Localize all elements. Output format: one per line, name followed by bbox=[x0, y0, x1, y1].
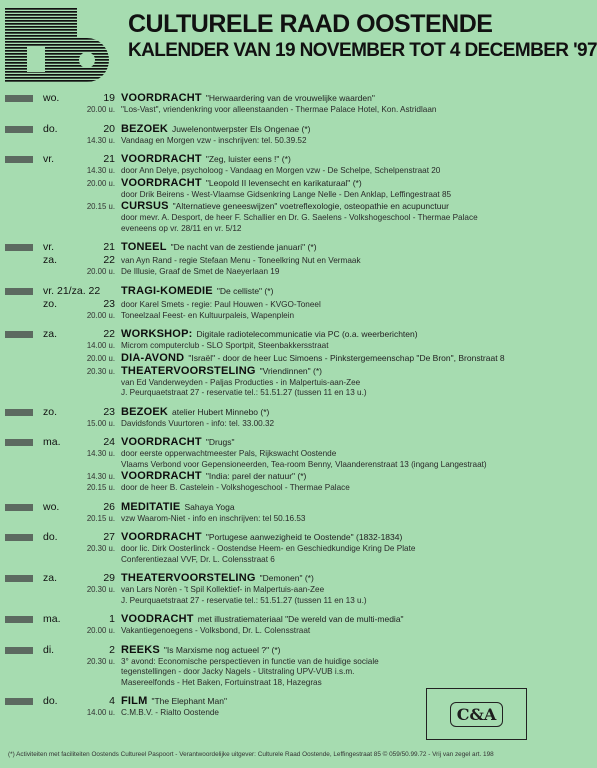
event-type: TRAGI-KOMEDIE bbox=[121, 284, 213, 297]
event-type: DIA-AVOND bbox=[121, 351, 185, 364]
event-description: eveneens op vr. 28/11 en vr. 5/12 bbox=[121, 223, 242, 233]
event-date: 29 bbox=[103, 572, 115, 584]
event-date: 23 bbox=[103, 297, 115, 310]
event-line bbox=[5, 123, 541, 136]
event-day: za. bbox=[43, 572, 58, 584]
event-block bbox=[0, 613, 541, 637]
event-line bbox=[5, 267, 541, 278]
event-line bbox=[5, 514, 541, 525]
event-subject: Juwelenontwerpster Els Ongenae (*) bbox=[172, 123, 311, 134]
event-subject: "Portugese aanwezigheid te Oostende" (1832-1834) bbox=[205, 532, 403, 542]
event-marker bbox=[5, 95, 33, 102]
event-marker bbox=[5, 288, 33, 295]
event-type: THEATERVOORSTELING bbox=[121, 364, 256, 377]
page-title: CULTURELE RAAD OOSTENDE bbox=[128, 10, 493, 38]
event-type: VOORDRACHT bbox=[121, 92, 202, 104]
event-time: 20.30 u. bbox=[86, 366, 115, 376]
event-time: 20.30 u. bbox=[86, 585, 115, 594]
event-line bbox=[5, 311, 541, 322]
event-type: BEZOEK bbox=[121, 405, 169, 418]
event-day: zo. bbox=[43, 297, 58, 310]
event-description: De Illusie, Graaf de Smet de Naeyerlaan 19 bbox=[121, 267, 280, 276]
event-time: 14.30 u. bbox=[86, 166, 115, 175]
event-description: door mevr. A. Desport, de heer F. Schallier en Dr. G. Saelens - Volkshogeschool - Thermae Palace bbox=[121, 213, 478, 222]
event-subject: "De nacht van de zestiende januari" (*) bbox=[170, 242, 317, 252]
event-time: 20.30 u. bbox=[86, 544, 115, 553]
event-day: vr. bbox=[43, 153, 55, 165]
event-subject: "De celliste" (*) bbox=[216, 285, 274, 296]
event-line bbox=[5, 613, 541, 626]
event-type: BEZOEK bbox=[121, 122, 169, 135]
event-description: van Ed Vanderweyden - Paljas Producties - in Malpertuis-aan-Zee bbox=[121, 377, 361, 387]
event-description: van Ayn Rand - regie Stefaan Menu - Toneelkring Nut en Vermaak bbox=[121, 256, 361, 265]
event-line bbox=[5, 352, 541, 365]
event-date: 4 bbox=[109, 695, 115, 707]
header bbox=[0, 0, 597, 88]
event-day: wo. bbox=[43, 500, 60, 513]
event-day: vr. 21/za. 22 bbox=[43, 284, 101, 297]
event-time: 20.15 u. bbox=[86, 202, 115, 211]
event-line bbox=[5, 460, 541, 471]
event-line bbox=[5, 200, 541, 213]
event-line bbox=[5, 449, 541, 460]
event-date: 26 bbox=[103, 500, 115, 513]
event-date: 1 bbox=[109, 613, 115, 625]
event-block bbox=[0, 123, 541, 147]
event-marker bbox=[5, 616, 33, 623]
event-type: VOORDRACHT bbox=[121, 176, 202, 189]
event-description: 3° avond: Economische perspectieven in functie van de huidige sociale bbox=[121, 656, 379, 666]
event-line bbox=[5, 298, 541, 311]
event-marker bbox=[5, 504, 33, 511]
event-day: za. bbox=[43, 254, 58, 266]
event-line bbox=[5, 596, 541, 607]
event-marker bbox=[5, 575, 33, 582]
event-description: Toneelzaal Feest- en Kultuurpaleis, Wapenplein bbox=[121, 310, 295, 320]
footer-note: (*) Activiteiten met faciliteiten Oostends Cultureel Paspoort - Verantwoordelijke uitgever: Culturele Raad Oostende, Leffingestraat 85 © 059/50.99.72 - Vrij van zegel art. 198 bbox=[8, 751, 494, 758]
event-subject: "Is Marxisme nog actueel ?" (*) bbox=[163, 644, 281, 655]
event-day: wo. bbox=[43, 92, 60, 104]
event-description: van Lars Norèn - 't Spil Kollektief- in Malpertuis-aan-Zee bbox=[121, 585, 325, 594]
event-block bbox=[0, 531, 541, 565]
event-line bbox=[5, 572, 541, 585]
event-marker bbox=[5, 244, 33, 251]
event-description: Vakantiegenoegens - Volksbond, Dr. L. Colensstraat bbox=[121, 626, 311, 635]
event-time: 20.00 u. bbox=[86, 626, 115, 635]
event-line bbox=[5, 657, 541, 668]
event-description: C.M.B.V. - Rialto Oostende bbox=[121, 708, 219, 717]
event-description: Davidsfonds Vuurtoren - info: tel. 33.00.32 bbox=[121, 418, 275, 428]
event-time: 15.00 u. bbox=[86, 418, 115, 428]
event-subject: atelier Hubert Minnebo (*) bbox=[172, 406, 270, 417]
event-line bbox=[5, 213, 541, 224]
event-description: door de heer B. Castelein - Volkshogeschool - Thermae Palace bbox=[121, 483, 350, 492]
event-line bbox=[5, 177, 541, 190]
event-line bbox=[5, 626, 541, 637]
event-block bbox=[0, 436, 541, 494]
event-subject: "Drugs" bbox=[205, 437, 235, 447]
event-line bbox=[5, 406, 541, 419]
event-line bbox=[5, 92, 541, 105]
event-description: J. Peurquaetstraat 27 - reservatie tel.: 51.51.27 (tussen 11 en 13 u.) bbox=[121, 595, 367, 605]
event-subject: Sahaya Yoga bbox=[184, 501, 235, 512]
event-line bbox=[5, 254, 541, 267]
event-subject: "Zeg, luister eens !" (*) bbox=[205, 154, 291, 164]
event-subject: met illustratiemateriaal "De wereld van de multi-media" bbox=[197, 614, 404, 624]
event-line bbox=[5, 501, 541, 514]
event-type: REEKS bbox=[121, 643, 160, 656]
event-line bbox=[5, 470, 541, 483]
event-description: door Karel Smets - regie: Paul Houwen - KVGO-Toneel bbox=[121, 299, 321, 309]
event-date: 21 bbox=[103, 241, 115, 253]
event-type: VOORDRACHT bbox=[121, 153, 202, 165]
event-description: Conferentiezaal VVF, Dr. L. Colensstraat 6 bbox=[121, 554, 275, 564]
event-day: do. bbox=[43, 531, 58, 543]
event-time: 14.00 u. bbox=[86, 708, 115, 717]
event-marker bbox=[5, 439, 33, 446]
event-date: 24 bbox=[103, 436, 115, 448]
event-time: 20.30 u. bbox=[86, 656, 115, 666]
event-marker bbox=[5, 156, 33, 163]
event-date: 19 bbox=[103, 92, 115, 104]
event-description: door Ann Delye, psycholoog - Vandaag en Morgen vzw - De Schelpe, Schelpenstraat 20 bbox=[121, 166, 441, 175]
event-day: vr. bbox=[43, 241, 55, 253]
event-line bbox=[5, 436, 541, 449]
event-line bbox=[5, 224, 541, 235]
event-block bbox=[0, 92, 541, 116]
event-subject: Digitale radiotelecommunicatie via PC (o.a. weerberichten) bbox=[196, 329, 418, 339]
event-date: 20 bbox=[103, 122, 115, 135]
event-time: 14.30 u. bbox=[86, 449, 115, 458]
event-subject: "India: parel der natuur" (*) bbox=[205, 471, 307, 481]
event-line bbox=[5, 419, 541, 430]
event-type: FILM bbox=[121, 695, 148, 707]
event-line bbox=[5, 388, 541, 399]
event-marker bbox=[5, 647, 33, 654]
event-type: THEATERVOORSTELING bbox=[121, 572, 256, 584]
event-description: tegenstellingen - door Jacky Nagels - Uitstraling UPV-VUB i.s.m. bbox=[121, 667, 355, 676]
event-line bbox=[5, 328, 541, 341]
event-type: VOORDRACHT bbox=[121, 436, 202, 448]
event-description: Vlaams Verbond voor Gepensioneerden, Tea-room Benny, Vlaanderenstraat 13 (ingang Langestraat) bbox=[121, 459, 487, 469]
event-date: 2 bbox=[109, 643, 115, 656]
event-subject: "Demonen" (*) bbox=[259, 573, 314, 583]
event-block bbox=[0, 328, 541, 399]
event-line bbox=[5, 136, 541, 147]
event-description: Vandaag en Morgen vzw - inschrijven: tel. 50.39.52 bbox=[121, 135, 307, 145]
event-type: TONEEL bbox=[121, 241, 167, 253]
event-line bbox=[5, 153, 541, 166]
event-line bbox=[5, 166, 541, 177]
event-line bbox=[5, 644, 541, 657]
event-line bbox=[5, 190, 541, 201]
event-type: CURSUS bbox=[121, 200, 169, 212]
event-subject: "Herwaardering van de vrouwelijke waarden" bbox=[205, 93, 375, 103]
event-day: di. bbox=[43, 643, 55, 656]
event-marker bbox=[5, 534, 33, 541]
event-block bbox=[0, 241, 541, 278]
event-description: door lic. Dirk Oosterlinck - Oostendse Heem- en Geschiedkundige Kring De Plate bbox=[121, 544, 416, 553]
event-line bbox=[5, 365, 541, 378]
event-time: 20.00 u. bbox=[86, 267, 115, 276]
event-line bbox=[5, 555, 541, 566]
event-day: do. bbox=[43, 695, 58, 707]
event-type: WORKSHOP: bbox=[121, 328, 193, 340]
event-time: 20.15 u. bbox=[86, 513, 115, 523]
event-time: 14.30 u. bbox=[86, 472, 115, 481]
page-subtitle: KALENDER VAN 19 NOVEMBER TOT 4 DECEMBER '97 bbox=[128, 40, 597, 61]
event-time: 20.15 u. bbox=[86, 483, 115, 492]
event-time: 14.00 u. bbox=[86, 341, 115, 350]
event-list bbox=[0, 92, 541, 726]
event-day: za. bbox=[43, 328, 58, 340]
event-marker bbox=[5, 409, 33, 416]
event-day: do. bbox=[43, 122, 58, 135]
event-description: J. Peurquaetstraat 27 - reservatie tel.: 51.51.27 (tussen 11 en 13 u.) bbox=[121, 388, 367, 397]
event-day: ma. bbox=[43, 613, 61, 625]
event-line bbox=[5, 241, 541, 254]
event-block bbox=[0, 153, 541, 234]
event-block bbox=[0, 644, 541, 689]
event-time: 20.00 u. bbox=[86, 178, 115, 188]
event-date: 23 bbox=[103, 405, 115, 418]
event-description: door Drik Beirens - West-Vlaamse Gidsenkring Lange Nelle - Den Anklap, Leffingestraat 85 bbox=[121, 189, 452, 199]
event-description: Microm computerclub - SLO Sportpit, Steenbakkersstraat bbox=[121, 341, 329, 350]
event-date: 22 bbox=[103, 254, 115, 266]
event-day: zo. bbox=[43, 405, 58, 418]
event-line bbox=[5, 105, 541, 116]
event-subject: "Alternatieve geneeswijzen" voetreflexologie, osteopathie en acupunctuur bbox=[172, 201, 449, 211]
event-line bbox=[5, 678, 541, 689]
event-time: 14.30 u. bbox=[86, 135, 115, 145]
event-subject: "Leopold II levensecht en karikaturaal" (*) bbox=[205, 177, 362, 188]
event-marker bbox=[5, 698, 33, 705]
event-line bbox=[5, 378, 541, 389]
event-block bbox=[0, 285, 541, 322]
event-line bbox=[5, 483, 541, 494]
event-block bbox=[0, 572, 541, 606]
cro-logo bbox=[5, 8, 123, 82]
event-time: 20.00 u. bbox=[86, 310, 115, 320]
event-date: 22 bbox=[103, 328, 115, 340]
event-type: VOODRACHT bbox=[121, 613, 194, 625]
event-line bbox=[5, 341, 541, 352]
event-subject: "Vriendinnen" (*) bbox=[259, 365, 323, 376]
event-date: 21 bbox=[103, 153, 115, 165]
event-line bbox=[5, 667, 541, 678]
event-description: door eerste opperwachtmeester Pals, Rijkswacht Oostende bbox=[121, 449, 337, 458]
event-type: VOORDRACHT bbox=[121, 470, 202, 482]
event-time: 20.00 u. bbox=[86, 105, 115, 114]
event-block bbox=[0, 406, 541, 430]
event-type: MEDITATIE bbox=[121, 500, 181, 513]
event-date: 27 bbox=[103, 531, 115, 543]
event-subject: "Israël" - door de heer Luc Simoens - Pinkstergemeenschap "De Bron", Bronstraat 8 bbox=[188, 352, 505, 363]
event-description: vzw Waarom-Niet - info en inschrijven: tel 50.16.53 bbox=[121, 513, 306, 523]
event-marker bbox=[5, 331, 33, 338]
event-description: "Los-Vast", vriendenkring voor alleenstaanden - Thermae Palace Hotel, Kon. Astridlaan bbox=[121, 105, 437, 114]
event-time: 20.00 u. bbox=[86, 353, 115, 363]
event-line bbox=[5, 285, 541, 298]
event-line bbox=[5, 585, 541, 596]
event-type: VOORDRACHT bbox=[121, 531, 202, 543]
event-day: ma. bbox=[43, 436, 61, 448]
sponsor-logo bbox=[426, 688, 527, 740]
event-line bbox=[5, 544, 541, 555]
event-description: Masereelfonds - Het Baken, Fortuinstraat 18, Hazegras bbox=[121, 677, 322, 687]
event-marker bbox=[5, 126, 33, 133]
event-subject: "The Elephant Man" bbox=[151, 696, 227, 706]
event-line bbox=[5, 531, 541, 544]
sponsor-label: C&A bbox=[450, 702, 504, 727]
event-block bbox=[0, 501, 541, 525]
